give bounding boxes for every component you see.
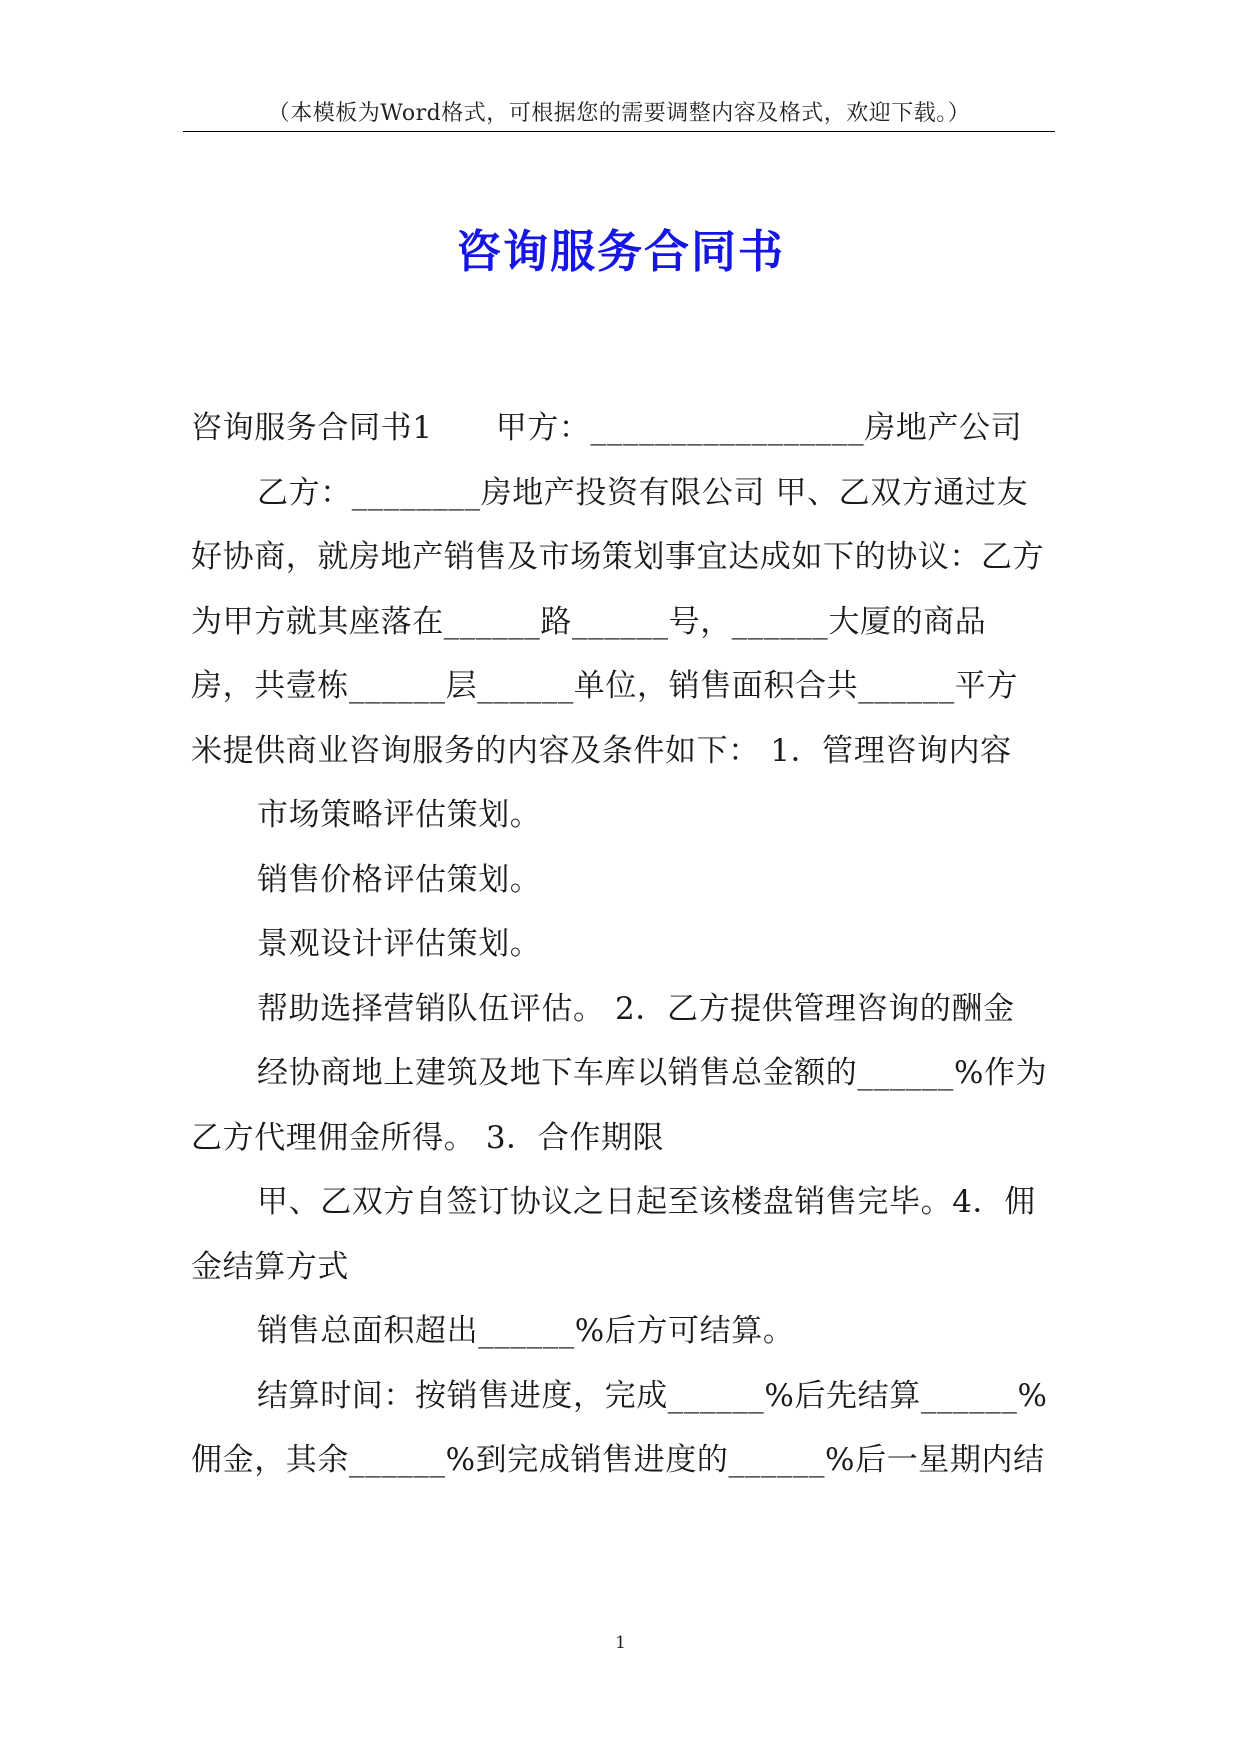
paragraph-item: 市场策略评估策划。 xyxy=(257,797,542,833)
paragraph-party-b: 乙方：________房地产投资有限公司 甲、乙双方通过友好协商，就房地产销售及市场策划事宜达成如下的协议：乙方为甲方就其座落在______路______号，______大厦的商品房，共壹栋______层______单位，销售面积合共______平方米提供商业咨询服务的内容及条件如下： 1．管理咨询内容 xyxy=(191,474,1045,769)
paragraph-item: 帮助选择营销队伍评估。 2．乙方提供管理咨询的酬金 xyxy=(257,990,1015,1027)
template-note: （本模板为Word格式，可根据您的需要调整内容及格式，欢迎下载。） xyxy=(267,101,971,126)
paragraph-term: 甲、乙双方自签订协议之日起至该楼盘销售完毕。4．佣金结算方式 xyxy=(191,1184,1036,1285)
paragraph-settlement-time: 结算时间：按销售进度，完成______%后先结算______%佣金，其余______%到完成销售进度的______%后一星期内结 xyxy=(191,1377,1048,1478)
document-title: 咨询服务合同书 xyxy=(455,225,785,278)
page-number: 1 xyxy=(615,1633,626,1653)
paragraph-item: 销售价格评估策划。 xyxy=(257,861,542,898)
document-body xyxy=(191,396,1049,1493)
paragraph-commission: 经协商地上建筑及地下车库以销售总金额的______%作为乙方代理佣金所得。 3．合作期限 xyxy=(191,1055,1048,1156)
header-divider xyxy=(183,131,1055,132)
paragraph-intro: 咨询服务合同书1 甲方：_________________房地产公司 xyxy=(191,410,1023,446)
paragraph-settlement: 销售总面积超出______%后方可结算。 xyxy=(257,1313,795,1349)
paragraph-item: 景观设计评估策划。 xyxy=(257,926,542,962)
